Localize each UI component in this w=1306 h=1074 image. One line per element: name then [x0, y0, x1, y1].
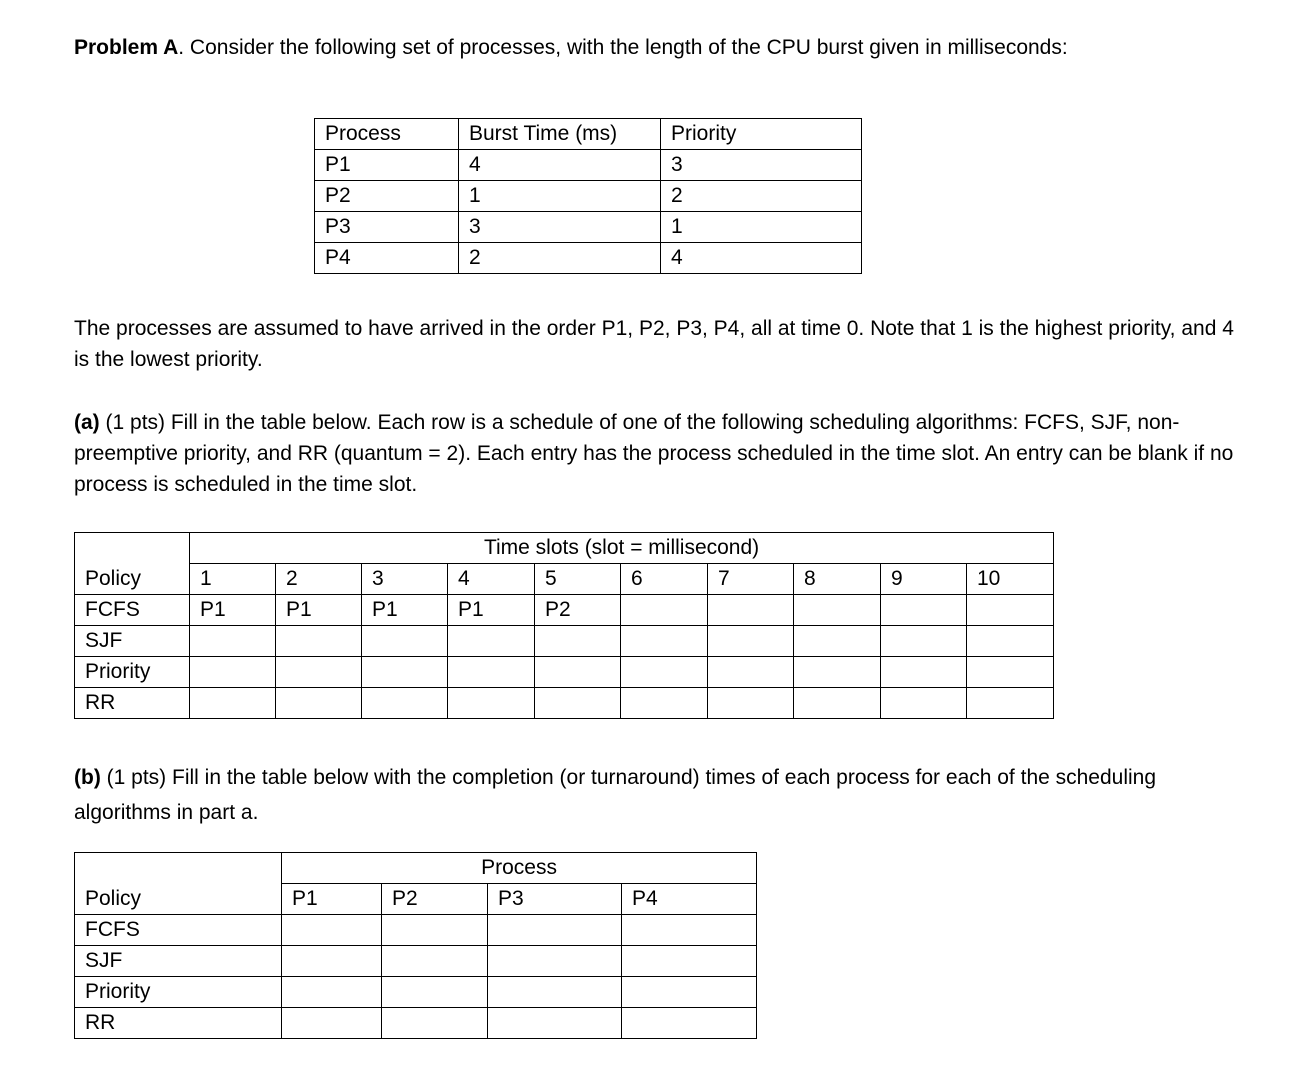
schedule-cell [190, 626, 276, 657]
cell: 3 [661, 150, 862, 181]
schedule-cell [794, 688, 881, 719]
schedule-cell [448, 688, 535, 719]
schedule-cell [794, 595, 881, 626]
process-header: P2 [382, 884, 488, 915]
schedule-cell [881, 626, 967, 657]
schedule-cell [708, 657, 794, 688]
slot-header: 2 [276, 564, 362, 595]
completion-row-fcfs [75, 915, 757, 946]
policy-header-spacer [75, 853, 282, 884]
schedule-cell [448, 657, 535, 688]
part-b-body: (1 pts) Fill in the table below with the completion (or turnaround) times of each process for each of the scheduling algorithms in part a. [74, 766, 1157, 824]
completion-cell [488, 915, 622, 946]
policy-name: RR [75, 1008, 282, 1039]
header-process: Process [315, 119, 459, 150]
schedule-cell [708, 688, 794, 719]
schedule-cell [190, 688, 276, 719]
cell: 4 [661, 243, 862, 274]
cell: P2 [315, 181, 459, 212]
schedule-table [74, 532, 1054, 719]
header-burst-time: Burst Time (ms) [459, 119, 661, 150]
cell: 1 [661, 212, 862, 243]
completion-cell [622, 1008, 757, 1039]
completion-cell [282, 915, 382, 946]
schedule-cell [276, 626, 362, 657]
table-row [315, 243, 862, 274]
completion-row-sjf [75, 946, 757, 977]
schedule-cell [708, 626, 794, 657]
slot-header: 3 [362, 564, 448, 595]
cell: 2 [661, 181, 862, 212]
schedule-group-header-row [75, 533, 1054, 564]
policy-name: Priority [75, 977, 282, 1008]
policy-header: Policy [75, 884, 282, 915]
completion-group-header-row [75, 853, 757, 884]
completion-cell [488, 1008, 622, 1039]
table-row [315, 150, 862, 181]
policy-header: Policy [75, 564, 190, 595]
schedule-cell: P1 [190, 595, 276, 626]
schedule-cell [881, 688, 967, 719]
table-row [315, 181, 862, 212]
schedule-cell [621, 688, 708, 719]
schedule-cell [967, 595, 1054, 626]
table-row [315, 212, 862, 243]
schedule-cell [708, 595, 794, 626]
completion-cell [622, 915, 757, 946]
problem-label: Problem A [74, 36, 179, 59]
cell: 4 [459, 150, 661, 181]
cell: P3 [315, 212, 459, 243]
schedule-cell [276, 688, 362, 719]
cell: 1 [459, 181, 661, 212]
cell: 2 [459, 243, 661, 274]
schedule-cell [535, 657, 621, 688]
slot-header: 6 [621, 564, 708, 595]
schedule-row-rr [75, 688, 1054, 719]
schedule-cell [967, 626, 1054, 657]
part-b-label: (b) [74, 766, 101, 789]
problem-intro: . Consider the following set of processes, with the length of the CPU burst given in milliseconds: [178, 36, 1068, 59]
completion-cell [382, 915, 488, 946]
process-group-header: Process [282, 853, 757, 884]
schedule-cell: P1 [276, 595, 362, 626]
slot-header: 7 [708, 564, 794, 595]
schedule-slot-row [75, 564, 1054, 595]
policy-name: FCFS [75, 595, 190, 626]
schedule-cell [276, 657, 362, 688]
problem-statement [74, 32, 1274, 63]
part-b-text [74, 760, 1234, 830]
policy-name: Priority [75, 657, 190, 688]
process-header: P3 [488, 884, 622, 915]
part-a-body: (1 pts) Fill in the table below. Each row is a schedule of one of the following scheduling algorithms: FCFS, SJF, non-preemptive priority, and RR (quantum = 2). Each entry has the process scheduled in the time slot. An entry can be blank if no process is scheduled in the time slot. [74, 411, 1234, 496]
process-header: P4 [622, 884, 757, 915]
completion-cell [488, 977, 622, 1008]
process-table [314, 118, 862, 274]
completion-cell [622, 977, 757, 1008]
schedule-cell [794, 657, 881, 688]
slot-header: 4 [448, 564, 535, 595]
slot-header: 8 [794, 564, 881, 595]
schedule-cell [535, 688, 621, 719]
cell: 3 [459, 212, 661, 243]
schedule-cell [362, 688, 448, 719]
schedule-cell [967, 688, 1054, 719]
policy-name: SJF [75, 946, 282, 977]
policy-name: FCFS [75, 915, 282, 946]
completion-cell [488, 946, 622, 977]
schedule-cell [535, 626, 621, 657]
schedule-cell: P1 [448, 595, 535, 626]
completion-row-priority [75, 977, 757, 1008]
schedule-row-sjf [75, 626, 1054, 657]
policy-header-spacer [75, 533, 190, 564]
time-slots-header: Time slots (slot = millisecond) [190, 533, 1054, 564]
completion-cell [282, 977, 382, 1008]
policy-name: SJF [75, 626, 190, 657]
completion-cell [282, 946, 382, 977]
part-a-label: (a) [74, 411, 100, 434]
part-a-text [74, 407, 1234, 500]
completion-cell [382, 977, 488, 1008]
completion-table [74, 852, 757, 1039]
schedule-cell [881, 595, 967, 626]
schedule-cell [621, 595, 708, 626]
schedule-cell: P1 [362, 595, 448, 626]
completion-cell [382, 946, 488, 977]
completion-row-rr [75, 1008, 757, 1039]
arrival-note: The processes are assumed to have arrived in the order P1, P2, P3, P4, all at time 0. Note that 1 is the highest priority, and 4 is the lowest priority. [74, 317, 1234, 371]
policy-name: RR [75, 688, 190, 719]
completion-process-row [75, 884, 757, 915]
schedule-cell [448, 626, 535, 657]
slot-header: 10 [967, 564, 1054, 595]
schedule-cell: P2 [535, 595, 621, 626]
header-priority: Priority [661, 119, 862, 150]
schedule-cell [621, 657, 708, 688]
schedule-cell [362, 626, 448, 657]
completion-cell [622, 946, 757, 977]
schedule-cell [190, 657, 276, 688]
slot-header: 5 [535, 564, 621, 595]
schedule-cell [881, 657, 967, 688]
slot-header: 1 [190, 564, 276, 595]
schedule-cell [621, 626, 708, 657]
table-header-row [315, 119, 862, 150]
cell: P4 [315, 243, 459, 274]
process-header: P1 [282, 884, 382, 915]
schedule-row-fcfs [75, 595, 1054, 626]
schedule-row-priority [75, 657, 1054, 688]
schedule-cell [967, 657, 1054, 688]
schedule-cell [794, 626, 881, 657]
slot-header: 9 [881, 564, 967, 595]
completion-cell [382, 1008, 488, 1039]
cell: P1 [315, 150, 459, 181]
completion-cell [282, 1008, 382, 1039]
schedule-cell [362, 657, 448, 688]
